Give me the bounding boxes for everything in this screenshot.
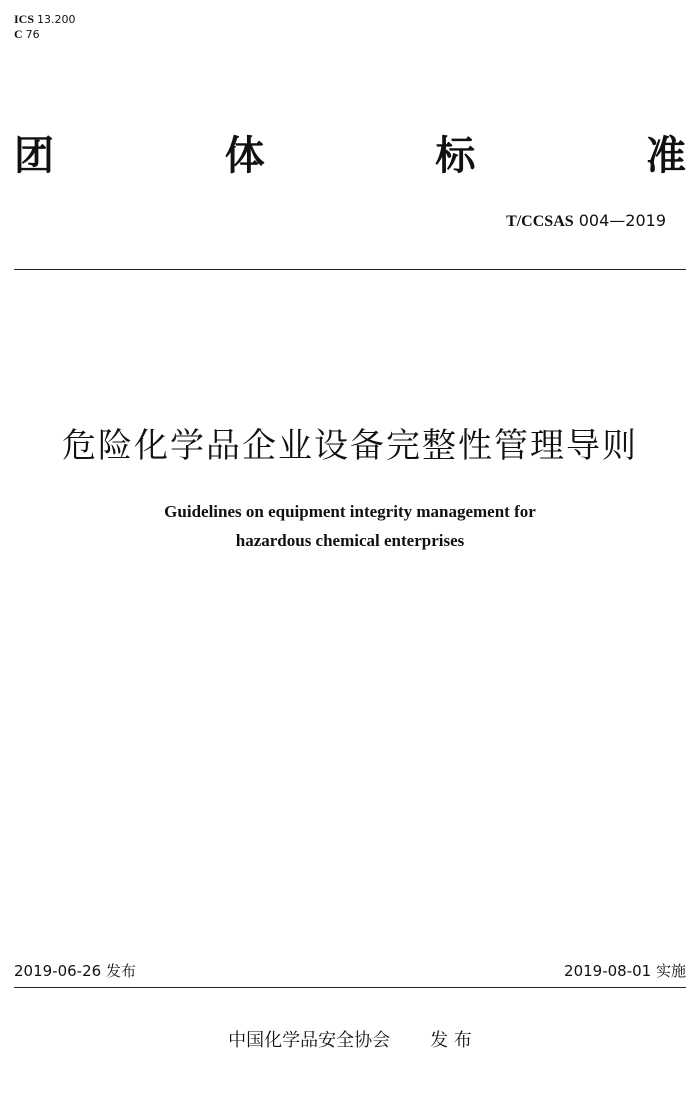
standard-code-number: 004—2019 (578, 211, 666, 230)
top-divider (14, 269, 686, 270)
doc-type-char-1: 团 (14, 133, 54, 179)
publisher-line (0, 1028, 700, 1054)
title-english-line-1: Guidelines on equipment integrity management for (164, 502, 536, 521)
issue-date: 2019-06-26 发布 (14, 962, 136, 980)
publisher-name: 中国化学品安全协会 (228, 1030, 391, 1051)
ics-classification (14, 12, 76, 27)
ccs-label: C (14, 27, 23, 41)
title-english-line-2: hazardous chemical enterprises (235, 531, 465, 550)
document-type-heading (14, 130, 686, 182)
title-english (0, 497, 700, 555)
ics-label: ICS (14, 12, 35, 26)
doc-type-char-2: 体 (224, 133, 265, 179)
doc-type-char-4: 准 (645, 133, 686, 179)
ccs-number: 76 (25, 28, 40, 41)
doc-type-char-3: 标 (435, 133, 476, 179)
standard-code-prefix: T/CCSAS (506, 213, 574, 230)
publish-action: 发 布 (430, 1030, 472, 1051)
standard-code (506, 210, 666, 233)
ccs-classification (14, 27, 40, 42)
title-chinese: 危险化学品企业设备完整性管理导则 (62, 426, 638, 466)
ics-number: 13.200 (37, 13, 76, 26)
bottom-divider (14, 987, 686, 988)
implementation-date: 2019-08-01 实施 (564, 962, 686, 980)
